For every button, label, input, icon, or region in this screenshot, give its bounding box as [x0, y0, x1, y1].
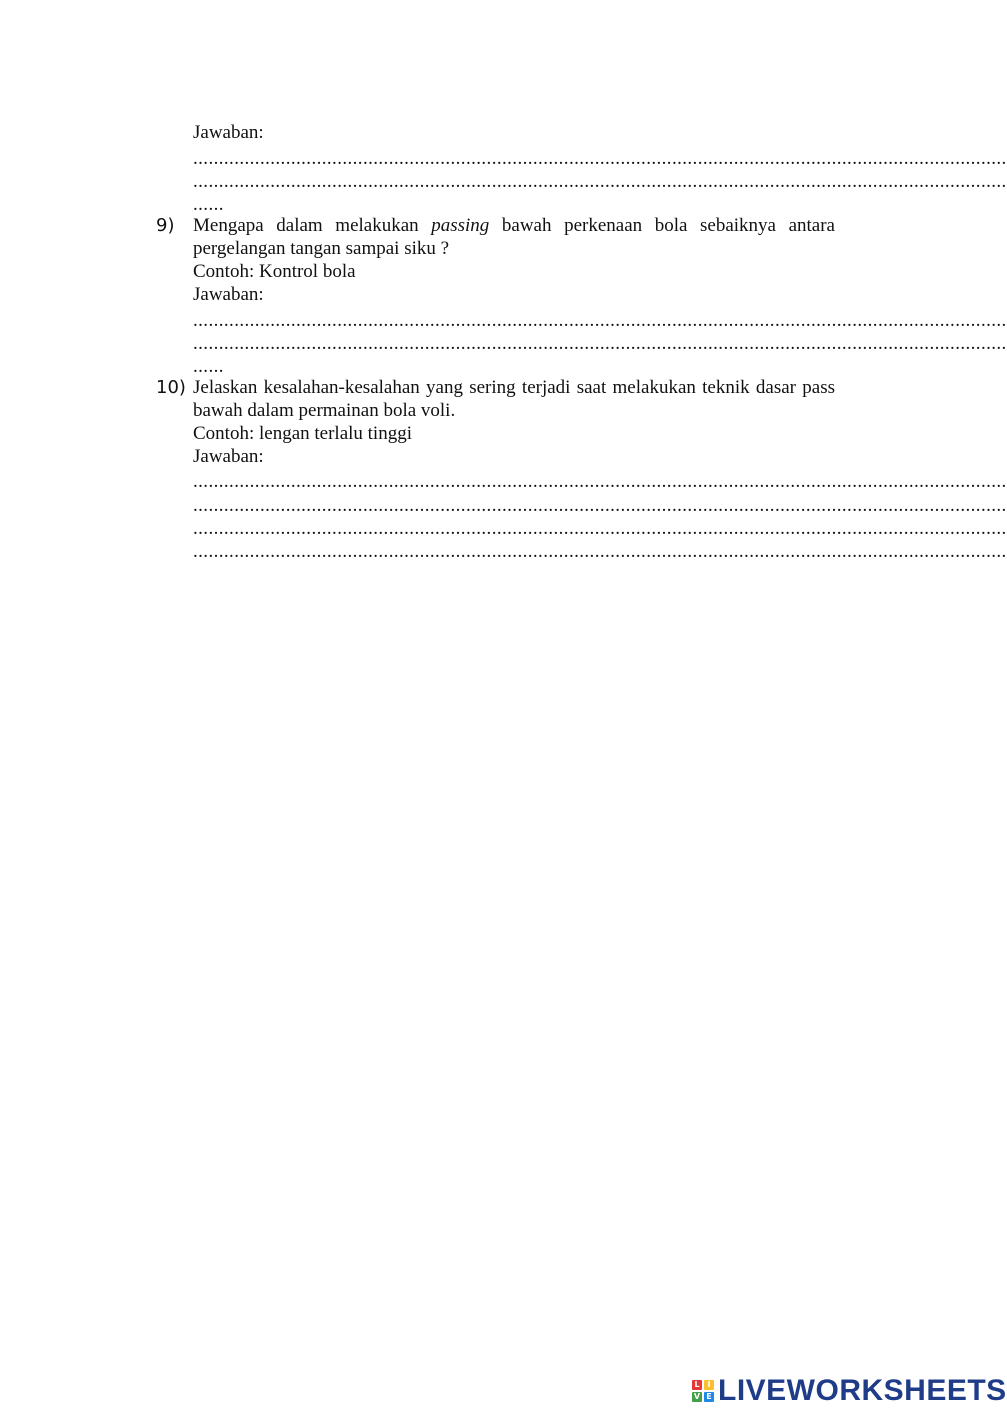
answer-label-q9: Jawaban: — [193, 284, 264, 305]
logo-mark-icon — [692, 1380, 714, 1402]
question-text-part: bawah perkenaan bola sebaiknya antara pergelangan tangan sampai siku ? — [193, 215, 835, 259]
question-text-italic: passing — [431, 215, 490, 236]
question-number-9: 9) — [156, 215, 175, 236]
question-text-9 — [193, 214, 835, 260]
answer-line[interactable]: ...... — [193, 356, 224, 377]
answer-line[interactable]: .............................................................................................................................................................. — [193, 541, 1007, 562]
answer-line[interactable]: .............................................................................................................................................................. — [193, 518, 1007, 539]
answer-line[interactable]: ...... — [193, 194, 224, 215]
question-text-10: Jelaskan kesalahan-kesalahan yang sering terjadi saat melakukan teknik dasar pass bawah dalam permainan bola voli. — [193, 377, 835, 421]
answer-line[interactable]: .............................................................................................................................................................. — [193, 148, 1007, 169]
logo-square-l: L — [692, 1380, 702, 1390]
answer-line[interactable]: .............................................................................................................................................................. — [193, 310, 1007, 331]
answer-label-q8: Jawaban: — [193, 122, 264, 143]
logo-square-e: E — [704, 1392, 714, 1402]
answer-label-q10: Jawaban: — [193, 446, 264, 467]
answer-line[interactable]: .............................................................................................................................................................. — [193, 333, 1007, 354]
question-number-10: 10) — [156, 377, 186, 398]
example-q9: Contoh: Kontrol bola — [193, 261, 356, 282]
example-q10: Contoh: lengan terlalu tinggi — [193, 423, 412, 444]
question-text-part: Mengapa dalam melakukan — [193, 215, 432, 236]
logo-square-v: V — [693, 1392, 701, 1401]
liveworksheets-logo — [692, 1374, 1007, 1408]
logo-square-i: I — [704, 1380, 714, 1390]
answer-line[interactable]: .............................................................................................................................................................. — [193, 495, 1007, 516]
logo-wordmark: LIVEWORKSHEETS — [718, 1374, 1007, 1407]
answer-line[interactable]: .............................................................................................................................................................. — [193, 171, 1007, 192]
answer-line[interactable]: .............................................................................................................................................................. — [193, 471, 1007, 492]
